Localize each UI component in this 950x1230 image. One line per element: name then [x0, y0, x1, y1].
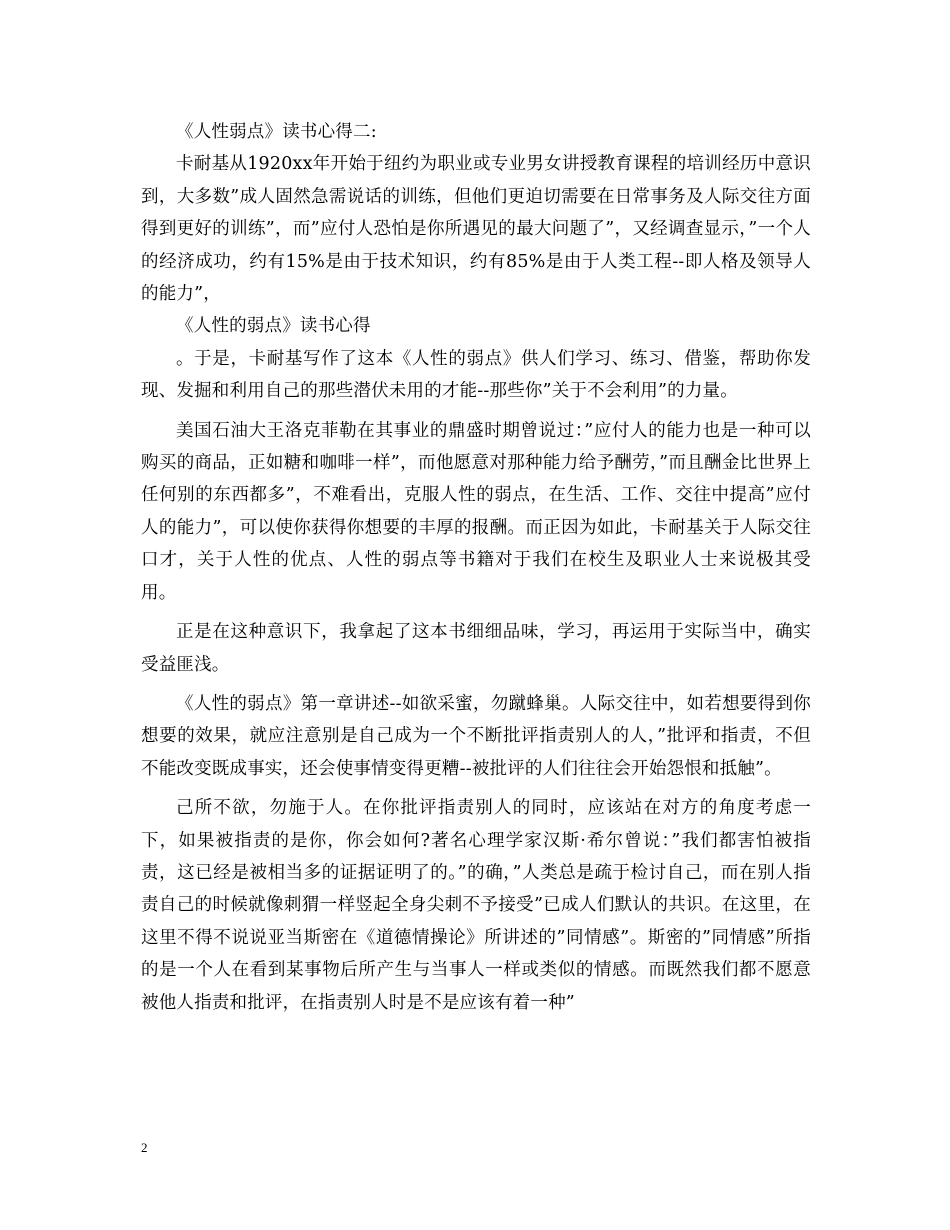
- section-heading: 《人性弱点》读书心得二:: [176, 122, 377, 142]
- page-number: 2: [141, 1140, 148, 1155]
- body-paragraph: 。于是，卡耐基写作了这本《人性的弱点》供人们学习、练习、借鉴，帮助你发现、发掘和利用自己的那些潜伏未用的才能--那些你”关于不会利用”的力量。: [141, 348, 811, 402]
- body-paragraph: 美国石油大王洛克菲勒在其事业的鼎盛时期曾说过：”应付人的能力也是一种可以购买的商品，正如糖和咖啡一样”，而他愿意对那种能力给予酬劳，”而且酬金比世界上任何别的东西都多”，不难看出，克服人性的弱点，在生活、工作、交往中提高”应付人的能力”，可以使你获得你想要的丰厚的报酬。而正因为如此，卡耐基关于人际交往口才，关于人性的优点、人性的弱点等书籍对于我们在校生及职业人士来说极其受用。: [141, 420, 811, 603]
- body-paragraph: 己所不欲，勿施于人。在你批评指责别人的同时，应该站在对方的角度考虑一下，如果被指责的是你，你会如何?著名心理学家汉斯·希尔曾说：”我们都害怕被指责，这已经是被相当多的证据证明了的。”的确，”人类总是疏于检讨自己，而在别人指责自己的时候就像刺猬一样竖起全身尖刺不予接受”已成人们默认的共识。在这里，在这里不得不说说亚当斯密在《道德情操论》所讲述的”同情感”。斯密的”同情感”所指的是一个人在看到某事物后所产生与当事人一样或类似的情感。而既然我们都不愿意被他人指责和批评，在指责别人时是不是应该有着一种”: [141, 798, 811, 1013]
- document-body: [141, 116, 811, 1019]
- body-paragraph: 卡耐基从1920xx年开始于纽约为职业或专业男女讲授教育课程的培训经历中意识到，大多数”成人固然急需说话的训练，但他们更迫切需要在日常事务及人际交往方面得到更好的训练”，而”应付人恐怕是你所遇见的最大问题了”，又经调查显示，”一个人的经济成功，约有15%是由于技术知识，约有85%是由于人类工程--即人格及领导人的能力”，: [141, 154, 811, 305]
- body-paragraph: 《人性的弱点》第一章讲述--如欲采蜜，勿蹴蜂巢。人际交往中，如若想要得到你想要的效果，就应注意别是自己成为一个不断批评指责别人的人，”批评和指责，不但不能改变既成事实，还会使事情变得更糟--被批评的人们往往会开始怨恨和抵触”。: [141, 693, 811, 779]
- section-subheading: 《人性的弱点》读书心得: [176, 316, 371, 337]
- body-paragraph: 正是在这种意识下，我拿起了这本书细细品味，学习，再运用于实际当中，确实受益匪浅。: [141, 622, 811, 675]
